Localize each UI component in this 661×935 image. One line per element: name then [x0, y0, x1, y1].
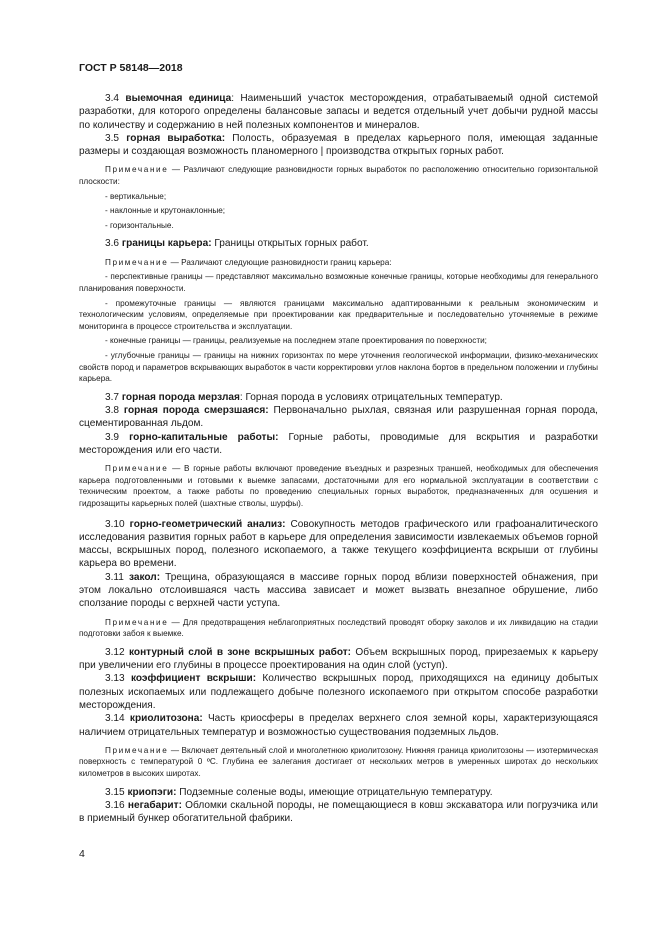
- term-definition: Горная порода в условиях отрицательных температур.: [242, 391, 503, 403]
- term-entry: 3.13 коэффициент вскрыши: Количество вскрышных пород, приходящихся на единицу добытых полезных ископаемых или подлежащего добыче полезного ископаемого при открытом способе разработки месторождения.: [79, 673, 598, 711]
- term-entry: 3.5 горная выработка: Полость, образуемая в пределах карьерного поля, имеющая заданные размеры и создающая возможность планомерного | производства открытых горных работ.: [79, 132, 598, 158]
- note-item: - промежуточные границы — являются границами максимально адаптированными к реальным экономическим и технологическим условиям, определяемые при проектировании как предварительные и последовательно уточняемые в режиме мониторинга в процессе строительства и эксплуатации.: [79, 298, 598, 331]
- term-name: негабарит:: [127, 799, 182, 811]
- term-name: контурный слой в зоне вскрышных работ:: [128, 646, 352, 658]
- document-body: [79, 92, 598, 826]
- term-definition: Наименьший участок месторождения, отрабатываемый одной системой разработки, для которого определены балансовые запасы и ведется отдельный учет добычи рудной массы по количеству и содержанию в ней полезных компонентов и минералов.: [79, 93, 598, 131]
- note-item: - углубочные границы — границы на нижних горизонтах по мере уточнения геологической информации, физико-механических свойств пород и параметров вскрывающих выработок в части корректировки углов наклона бортов в предельном положении и глубины карьера.: [79, 350, 599, 384]
- note: Примечание — Различают следующие разновидности горных выработок по расположению относительно горизонтальной плоскости:: [79, 165, 598, 187]
- note: Примечание — Включает деятельный слой и многолетнюю криолитозону. Нижняя граница криолитозоны — изотермическая поверхность с температурой 0 ºС. Глубина ее залегания достигает от нескольких метров в умеренных широтах до нескольких километров в высоких широтах.: [79, 745, 598, 779]
- term-entry: 3.8 горная порода смерзшаяся: Первоначально рыхлая, связная или разрушенная горная порода, сцементированная льдом.: [79, 404, 598, 430]
- term-entry: 3.14 криолитозона: Часть криосферы в пределах верхнего слоя земной коры, характеризующаяся наличием отрицательных температур и возможностью существования подземных льдов.: [79, 713, 598, 738]
- term-entry: 3.9 горно-капитальные работы: Горные работы, проводимые для вскрытия и разработки месторождения или его части.: [79, 431, 599, 456]
- term-entry: 3.12 контурный слой в зоне вскрышных работ: Объем вскрышных пород, прирезаемых к карьеру при увеличении его глубины в процессе проектирования на один слой (уступ).: [79, 646, 598, 672]
- term-definition: Подземные соленые воды, имеющие отрицательную температуру.: [176, 786, 493, 798]
- term-name: коэффициент вскрыши:: [130, 673, 257, 685]
- note-label: Примечание: [105, 464, 169, 474]
- term-entry: 3.6 границы карьера: Границы открытых горных работ.: [105, 238, 369, 250]
- term-entry: 3.7 горная порода мерзлая: Горная порода в условиях отрицательных температур.: [105, 391, 503, 403]
- term-entry: 3.4 выемочная единица: Наименьший участок месторождения, отрабатываемый одной системой разработки, для которого определены балансовые запасы и ведется отдельный учет добычи рудной массы по количеству и содержанию в ней полезных компонентов и минералов.: [79, 93, 598, 131]
- term-name: выемочная единица: [125, 93, 232, 104]
- term-definition: Горные работы, проводимые для вскрытия и разработки месторождения или его части.: [79, 431, 599, 456]
- term-definition: Трещина, образующаяся в массиве горных пород вблизи поверхностей обнажения, при этом локально отслоившаяся часть массива зависает и может вызвать внезапное обрушение, либо сползание породы с верхней части уступа.: [79, 571, 598, 610]
- term-entry: 3.16 негабарит: Обломки скальной породы, не помещающиеся в ковш экскаватора или погрузчика или в приемный бункер обогатительной фабрики.: [79, 799, 598, 825]
- term-entry: 3.11 закол: Трещина, образующаяся в массиве горных пород вблизи поверхностей обнажения, при этом локально отслоившаяся часть массива зависает и может вызвать внезапное обрушение, либо сползание породы с верхней части уступа.: [79, 571, 598, 610]
- note: Примечание — В горные работы включают проведение въездных и разрезных траншей, необходимых для обеспечения карьера подготовленными и готовыми к выемке запасами, достаточными для его нормальной эксплуатации в соответствии с техническим проектом, а также работы по проведению специальных горных выработок, предназначенных для осушения и гидрозащиты карьерных полей (шахтные стволы, шурфы).: [79, 464, 598, 508]
- term-name: границы карьера:: [121, 238, 212, 250]
- term-name: горно-геометрический анализ:: [129, 518, 286, 530]
- term-name: горно-капитальные работы:: [129, 431, 279, 443]
- note-item: - вертикальные;: [105, 191, 167, 201]
- term-name: горная выработка:: [126, 132, 226, 144]
- term-definition: Часть криосферы в пределах верхнего слоя земной коры, характеризующаяся наличием отрицательных температур и возможностью существования подземных льдов.: [79, 713, 598, 738]
- term-entry: 3.10 горно-геометрический анализ: Совокупность методов графического или графоаналитического исследования развития горных работ в карьере для определения зависимости извлекаемых объемов горной массы, вскрышных пород, полезного ископаемого, а также текущего коэффициента вскрыши от глубины карьера во времени.: [79, 518, 598, 570]
- term-name: горная порода мерзлая: [121, 391, 240, 403]
- note-label: Примечание: [105, 617, 169, 627]
- document-header: ГОСТ Р 58148—2018: [79, 62, 183, 74]
- note-item: - перспективные границы — представляют максимально возможные конечные границы, которые необходимы для генерального планирования поверхности.: [79, 272, 598, 293]
- term-definition: Количество вскрышных пород, приходящихся на единицу добытых полезных ископаемых или подлежащего добыче полезного ископаемого при открытом способе разработки месторождения.: [79, 673, 598, 711]
- term-definition: Границы открытых горных работ.: [211, 238, 369, 250]
- note-item: - наклонные и крутонаклонные;: [105, 206, 226, 216]
- term-name: закол:: [128, 571, 161, 583]
- note: Примечание — Различают следующие разновидности границ карьера:: [105, 257, 392, 267]
- note-label: Примечание: [105, 257, 169, 267]
- term-definition: Объем вскрышных пород, прирезаемых к карьеру при увеличении его глубины в процессе проектирования на один слой (уступ).: [79, 646, 598, 672]
- term-entry: 3.15 криопэги: Подземные соленые воды, имеющие отрицательную температуру.: [105, 786, 493, 798]
- term-definition: Совокупность методов графического или графоаналитического исследования развития горных работ в карьере для определения зависимости извлекаемых объемов горной массы, вскрышных пород, полезного ископаемого, а также текущего коэффициента вскрыши от глубины карьера во времени.: [79, 518, 598, 570]
- term-name: криопэги:: [127, 786, 177, 798]
- term-definition: Полость, образуемая в пределах карьерного поля, имеющая заданные размеры и создающая возможность планомерного | производства открытых горных работ.: [79, 132, 598, 158]
- term-name: горная порода смерзшаяся:: [123, 404, 269, 416]
- term-definition: Первоначально рыхлая, связная или разрушенная горная порода, сцементированная льдом.: [79, 404, 598, 430]
- note: Примечание — Для предотвращения неблагоприятных последствий проводят оборку заколов и их ликвидацию на стадии подготовки забоя к выемке.: [79, 617, 598, 639]
- note-label: Примечание: [105, 745, 169, 755]
- note-label: Примечание: [105, 165, 169, 175]
- term-name: криолитозона:: [129, 713, 203, 725]
- term-definition: Обломки скальной породы, не помещающиеся в ковш экскаватора или погрузчика или в приемный бункер обогатительной фабрики.: [79, 799, 598, 825]
- page-number: 4: [79, 848, 85, 860]
- note-item: - горизонтальные.: [105, 220, 174, 230]
- note-item: - конечные границы — границы, реализуемые на последнем этапе проектирования по поверхности;: [105, 336, 487, 346]
